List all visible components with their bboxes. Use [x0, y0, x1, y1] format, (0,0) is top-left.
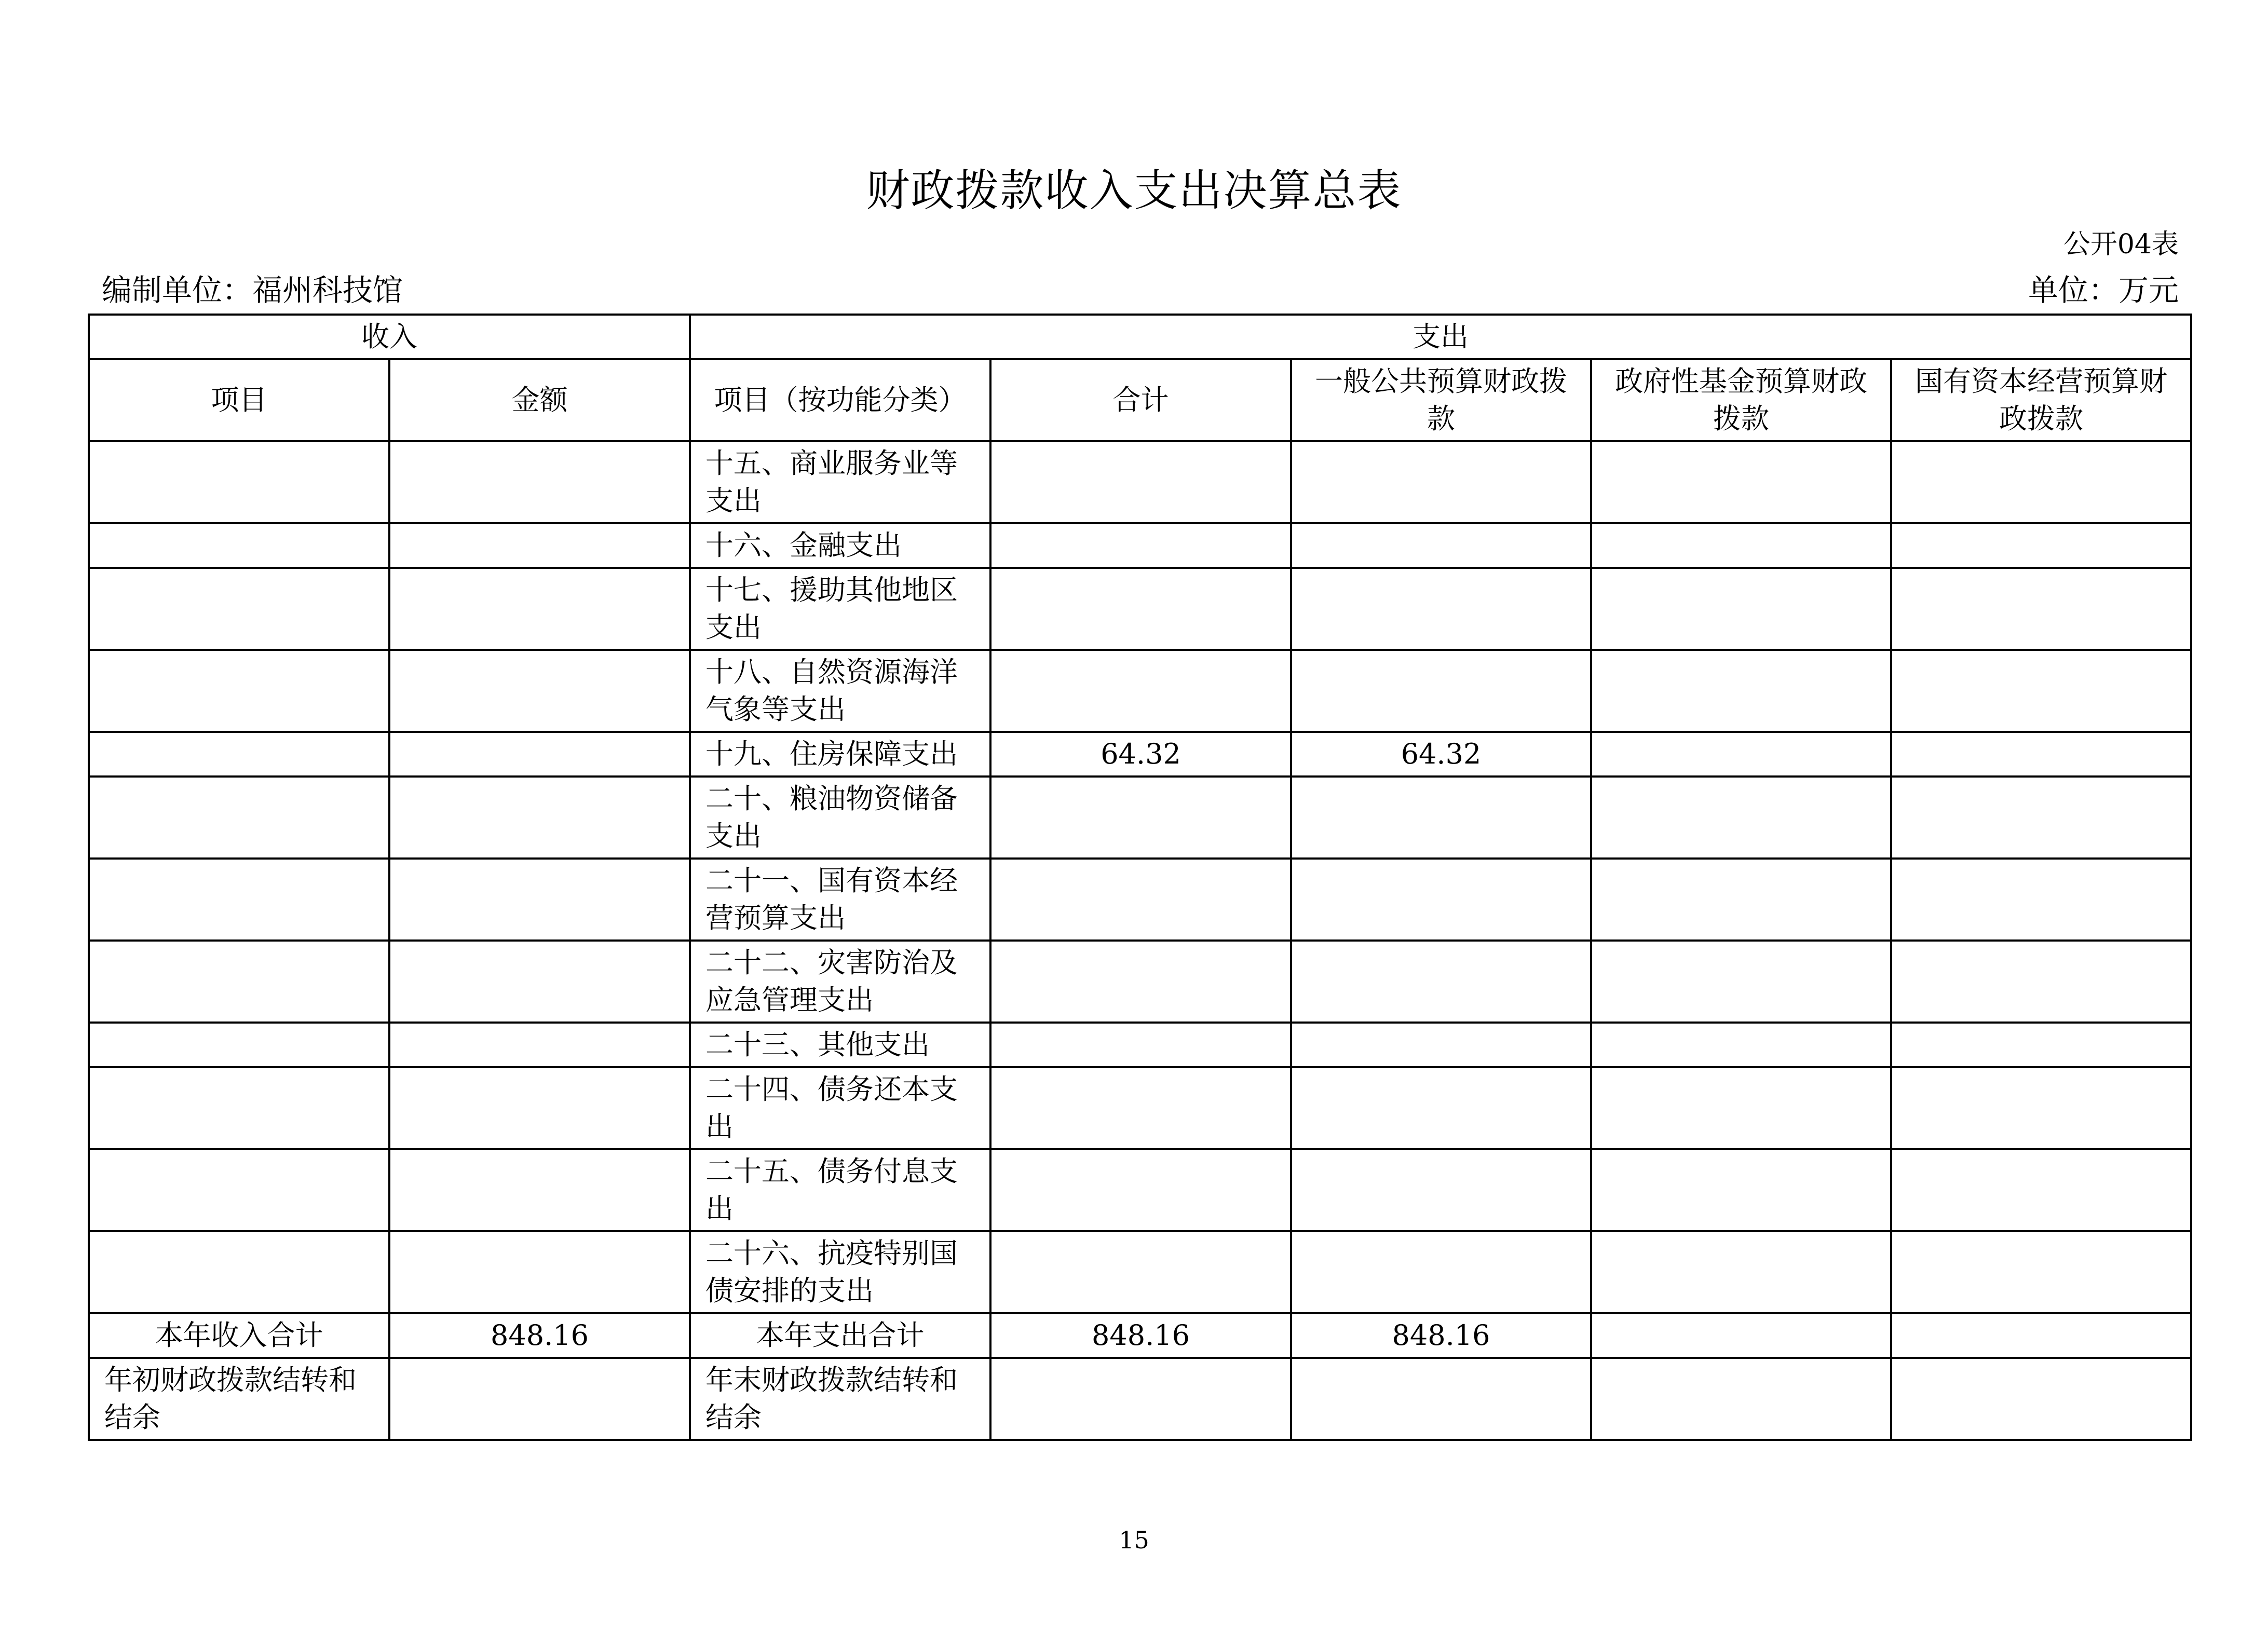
- table-row: [89, 650, 2191, 732]
- general-budget-cell: [1291, 650, 1591, 732]
- currency-unit: 单位：万元: [2028, 273, 2179, 308]
- gov-fund-cell: [1591, 1313, 1891, 1358]
- expense-item-cell: 十六、金融支出: [690, 523, 990, 568]
- table-row: [89, 523, 2191, 568]
- income-amount-cell: [389, 523, 690, 568]
- income-item-cell: [89, 777, 389, 859]
- income-item-cell: [89, 1067, 389, 1149]
- income-amount-cell: [389, 777, 690, 859]
- table-row: [89, 777, 2191, 859]
- total-cell: [990, 1023, 1291, 1067]
- gov-fund-cell: [1591, 441, 1891, 523]
- general-budget-cell: [1291, 777, 1591, 859]
- general-budget-cell: [1291, 523, 1591, 568]
- gov-fund-cell: [1591, 941, 1891, 1023]
- general-budget-cell: [1291, 1231, 1591, 1313]
- expense-item-cell: 十九、住房保障支出: [690, 732, 990, 777]
- income-amount-cell: [389, 441, 690, 523]
- table-row: [89, 568, 2191, 650]
- total-cell: [990, 441, 1291, 523]
- total-cell: [990, 568, 1291, 650]
- income-item-cell: 本年收入合计: [89, 1313, 389, 1358]
- income-header: 收入: [89, 315, 690, 359]
- income-amount-cell: [389, 941, 690, 1023]
- income-amount-cell: [389, 1358, 690, 1440]
- total-cell: [990, 941, 1291, 1023]
- total-cell: [990, 1067, 1291, 1149]
- income-amount-cell: 848.16: [389, 1313, 690, 1358]
- state-capital-cell: [1891, 523, 2191, 568]
- income-item-cell: [89, 1023, 389, 1067]
- general-budget-cell: [1291, 1358, 1591, 1440]
- income-item-cell: [89, 568, 389, 650]
- income-amount-cell: [389, 1149, 690, 1231]
- expense-item-cell: 本年支出合计: [690, 1313, 990, 1358]
- income-item-cell: [89, 1149, 389, 1231]
- expense-item-cell: 年末财政拨款结转和结余: [690, 1358, 990, 1440]
- col-header-general-budget: 一般公共预算财政拨款: [1291, 359, 1591, 441]
- gov-fund-cell: [1591, 859, 1891, 941]
- form-code: 公开04表: [2063, 229, 2179, 260]
- gov-fund-cell: [1591, 1149, 1891, 1231]
- general-budget-cell: [1291, 1149, 1591, 1231]
- income-amount-cell: [389, 1231, 690, 1313]
- table-row: [89, 1313, 2191, 1358]
- expense-item-cell: 十七、援助其他地区支出: [690, 568, 990, 650]
- state-capital-cell: [1891, 441, 2191, 523]
- gov-fund-cell: [1591, 523, 1891, 568]
- state-capital-cell: [1891, 941, 2191, 1023]
- general-budget-cell: [1291, 1067, 1591, 1149]
- gov-fund-cell: [1591, 568, 1891, 650]
- expense-item-cell: 二十四、债务还本支出: [690, 1067, 990, 1149]
- expense-item-cell: 二十、粮油物资储备支出: [690, 777, 990, 859]
- col-header-item-by-function: 项目（按功能分类）: [690, 359, 990, 441]
- income-item-cell: [89, 859, 389, 941]
- state-capital-cell: [1891, 1231, 2191, 1313]
- expense-item-cell: 二十五、债务付息支出: [690, 1149, 990, 1231]
- total-cell: 848.16: [990, 1313, 1291, 1358]
- budget-table: [88, 314, 2192, 1441]
- gov-fund-cell: [1591, 777, 1891, 859]
- general-budget-cell: 64.32: [1291, 732, 1591, 777]
- table-row: [89, 1149, 2191, 1231]
- general-budget-cell: [1291, 568, 1591, 650]
- expense-item-cell: 二十二、灾害防治及应急管理支出: [690, 941, 990, 1023]
- col-header-total: 合计: [990, 359, 1291, 441]
- table-row: [89, 1023, 2191, 1067]
- header-row-group: [89, 315, 2191, 359]
- income-item-cell: [89, 1231, 389, 1313]
- total-cell: [990, 650, 1291, 732]
- table-row: [89, 941, 2191, 1023]
- state-capital-cell: [1891, 1358, 2191, 1440]
- income-amount-cell: [389, 732, 690, 777]
- income-amount-cell: [389, 650, 690, 732]
- state-capital-cell: [1891, 1067, 2191, 1149]
- state-capital-cell: [1891, 568, 2191, 650]
- state-capital-cell: [1891, 732, 2191, 777]
- general-budget-cell: [1291, 1023, 1591, 1067]
- general-budget-cell: [1291, 441, 1591, 523]
- table-row: [89, 441, 2191, 523]
- income-amount-cell: [389, 1067, 690, 1149]
- general-budget-cell: [1291, 859, 1591, 941]
- income-item-cell: [89, 441, 389, 523]
- total-cell: [990, 777, 1291, 859]
- gov-fund-cell: [1591, 1023, 1891, 1067]
- compiling-unit: 编制单位：福州科技馆: [102, 273, 403, 308]
- income-amount-cell: [389, 568, 690, 650]
- total-cell: [990, 859, 1291, 941]
- state-capital-cell: [1891, 650, 2191, 732]
- gov-fund-cell: [1591, 1231, 1891, 1313]
- col-header-gov-fund: 政府性基金预算财政拨款: [1591, 359, 1891, 441]
- expense-item-cell: 二十六、抗疫特别国债安排的支出: [690, 1231, 990, 1313]
- table-row: [89, 859, 2191, 941]
- gov-fund-cell: [1591, 1358, 1891, 1440]
- total-cell: [990, 1149, 1291, 1231]
- expense-header: 支出: [690, 315, 2191, 359]
- income-item-cell: 年初财政拨款结转和结余: [89, 1358, 389, 1440]
- expense-item-cell: 十八、自然资源海洋气象等支出: [690, 650, 990, 732]
- state-capital-cell: [1891, 1313, 2191, 1358]
- total-cell: [990, 1231, 1291, 1313]
- expense-item-cell: 二十三、其他支出: [690, 1023, 990, 1067]
- table-row: [89, 732, 2191, 777]
- table-row: [89, 1358, 2191, 1440]
- page-number: 15: [1119, 1526, 1149, 1554]
- gov-fund-cell: [1591, 1067, 1891, 1149]
- gov-fund-cell: [1591, 650, 1891, 732]
- table-row: [89, 1231, 2191, 1313]
- income-amount-cell: [389, 859, 690, 941]
- general-budget-cell: [1291, 941, 1591, 1023]
- expense-item-cell: 十五、商业服务业等支出: [690, 441, 990, 523]
- state-capital-cell: [1891, 1149, 2191, 1231]
- total-cell: [990, 1358, 1291, 1440]
- table-row: [89, 1067, 2191, 1149]
- income-item-cell: [89, 732, 389, 777]
- document-title: 财政拨款收入支出决算总表: [866, 165, 1402, 216]
- col-header-state-capital: 国有资本经营预算财政拨款: [1891, 359, 2191, 441]
- total-cell: 64.32: [990, 732, 1291, 777]
- col-header-item: 项目: [89, 359, 389, 441]
- state-capital-cell: [1891, 1023, 2191, 1067]
- total-cell: [990, 523, 1291, 568]
- income-item-cell: [89, 650, 389, 732]
- income-amount-cell: [389, 1023, 690, 1067]
- income-item-cell: [89, 523, 389, 568]
- header-row-columns: [89, 359, 2191, 441]
- expense-item-cell: 二十一、国有资本经营预算支出: [690, 859, 990, 941]
- state-capital-cell: [1891, 777, 2191, 859]
- col-header-amount: 金额: [389, 359, 690, 441]
- state-capital-cell: [1891, 859, 2191, 941]
- gov-fund-cell: [1591, 732, 1891, 777]
- general-budget-cell: 848.16: [1291, 1313, 1591, 1358]
- income-item-cell: [89, 941, 389, 1023]
